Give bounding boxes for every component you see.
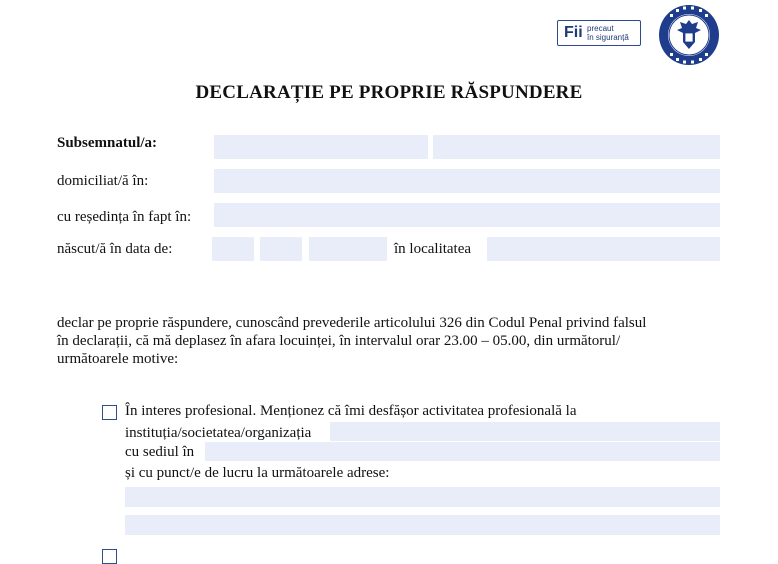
domicile-field[interactable]	[214, 169, 720, 193]
fii-logo-tagline: precaut în siguranță	[587, 24, 629, 42]
first-name-field[interactable]	[433, 135, 720, 159]
birth-day-field[interactable]	[212, 237, 254, 261]
page-title: DECLARAȚIE PE PROPRIE RĂSPUNDERE	[195, 82, 583, 103]
localitatea-label: în localitatea	[394, 241, 472, 257]
resedinta-label: cu reședința în fapt în:	[57, 209, 192, 225]
government-seal-icon	[658, 4, 720, 66]
work-address-field-2[interactable]	[125, 515, 720, 535]
declaration-line: în declarații, că mă deplasez în afara locuinței, în intervalul orar 23.00 – 05.00, din următorul/	[57, 333, 621, 349]
fii-precaut-logo	[557, 20, 641, 46]
birth-month-field[interactable]	[260, 237, 302, 261]
headquarters-label: cu sediul în	[125, 444, 195, 460]
professional-interest-label: În interes profesional. Menționez că îmi desfășor activitatea profesională la	[125, 403, 577, 419]
subsemnatul-label: Subsemnatul/a:	[57, 135, 158, 151]
birth-year-field[interactable]	[309, 237, 387, 261]
next-option-checkbox[interactable]	[102, 549, 117, 564]
declaration-line: următoarele motive:	[57, 351, 179, 367]
institution-label: instituția/societatea/organizația	[125, 425, 312, 441]
domiciliat-label: domiciliat/ă în:	[57, 173, 149, 189]
nascut-label: născut/ă în data de:	[57, 241, 173, 257]
headquarters-field[interactable]	[205, 442, 720, 461]
institution-field[interactable]	[330, 422, 720, 441]
birth-locality-field[interactable]	[487, 237, 720, 261]
declaration-line: declar pe proprie răspundere, cunoscând prevederile articolului 326 din Codul Penal privind falsul	[57, 315, 647, 331]
last-name-field[interactable]	[214, 135, 428, 159]
professional-interest-checkbox[interactable]	[102, 405, 117, 420]
residence-field[interactable]	[214, 203, 720, 227]
declaration-paragraph	[57, 314, 697, 368]
fii-logo-word: Fii	[564, 24, 583, 41]
work-points-label: și cu punct/e de lucru la următoarele adrese:	[125, 465, 390, 481]
work-address-field-1[interactable]	[125, 487, 720, 507]
